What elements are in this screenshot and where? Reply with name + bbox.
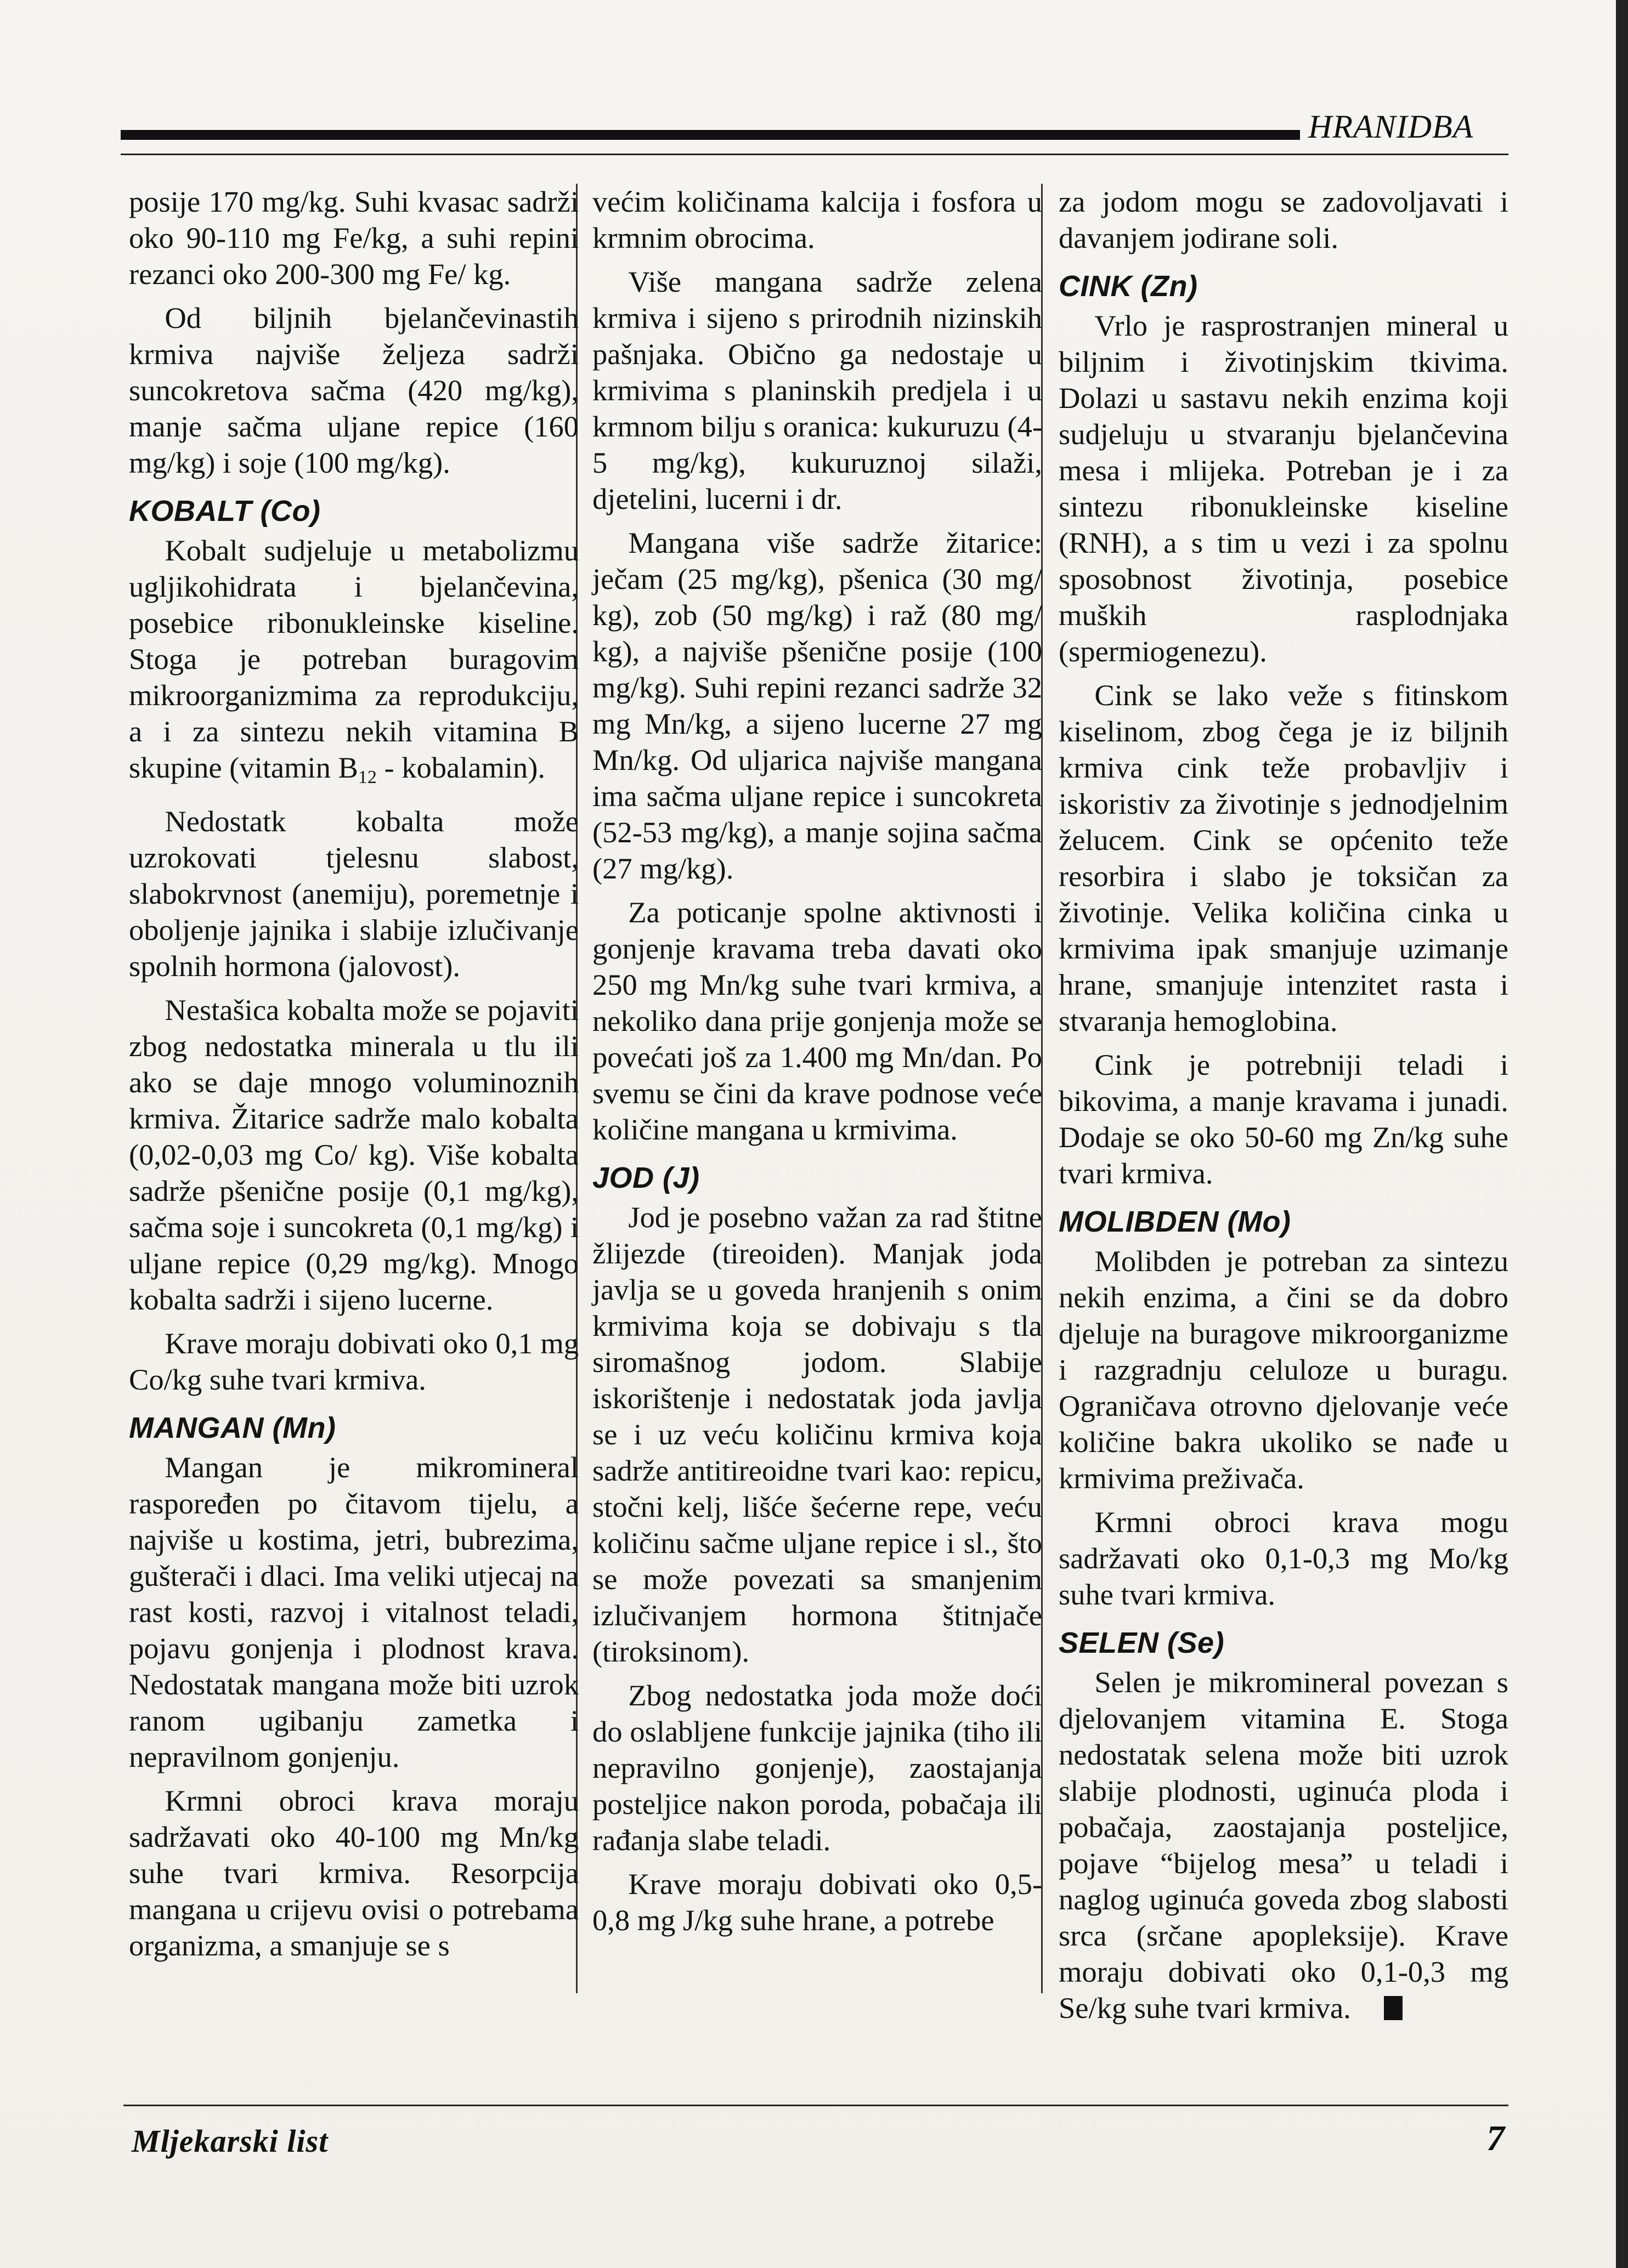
heading-selen: SELEN (Se)	[1059, 1626, 1225, 1659]
page-number: 7	[1486, 2118, 1505, 2158]
header-bar	[121, 130, 1300, 140]
paragraph: Više mangana sadrže zelena krmiva i sijeno s prirodnih nizinskih pašnjaka. Obično ga nedostaje u krmivima s planinskih predjela i u krmnom bilju s oranica: kukuruzu (4-5 mg/kg), kukuruznoj silaži, djetelini, lucerni i dr.	[592, 265, 1042, 515]
column-3	[1059, 184, 1508, 2034]
column-2	[592, 184, 1042, 1946]
paragraph: Zbog nedostatka joda može doći do oslabljene funkcije jajnika (tiho ili nepravilno gonjenje), zaostajanja posteljice nakon poroda, pobačaja ili rađanja slabe teladi.	[592, 1679, 1042, 1857]
paragraph: Mangana više sadrže žitarice: ječam (25 mg/kg), pšenica (30 mg/ kg), zob (50 mg/kg) i raž (80 mg/ kg), a najviše pšenične posije (100 mg/kg). Suhi repini rezanci sadrže 32 mg Mn/kg, a sijeno lucerne 27 mg Mn/kg. Od uljarica najviše mangana ima sačma uljane repice i suncokreta (52-53 mg/kg), a manje sojina sačma (27 mg/kg).	[592, 526, 1042, 885]
section-title: HRANIDBA	[1308, 109, 1474, 145]
paragraph: Za poticanje spolne aktivnosti i gonjenje kravama treba davati oko 250 mg Mn/kg suhe tvari krmiva, a nekoliko dana prije gonjenja može se povećati još za 1.400 mg Mn/dan. Po svemu se čini da krave podnose veće količine mangana u krmivima.	[592, 895, 1042, 1146]
paragraph: Jod je posebno važan za rad štitne žlijezde (tireoiden). Manjak joda javlja se u goveda hranjenih s onim krmivima koja se dobivaju s tla siromašnog jodom. Slabije iskorištenje i nedostatak joda javlja se i uz veću količinu krmiva koja sadrže antitireoidne tvari kao: repicu, stočni kelj, lišće šećerne repe, veću količinu sačme uljane repice i sl., što se može povezati sa smanjenim izlučivanjem hormona štitnjače (tiroksinom).	[592, 1200, 1042, 1668]
paragraph: Cink je potrebniji teladi i bikovima, a manje kravama i junadi. Dodaje se oko 50-60 mg Zn/kg suhe tvari krmiva.	[1059, 1048, 1508, 1190]
paragraph-text: - kobalamin).	[376, 751, 546, 784]
heading-molibden: MOLIBDEN (Mo)	[1059, 1205, 1291, 1238]
paragraph	[1059, 1664, 1508, 2026]
paragraph: za jodom mogu se zadovoljavati i davanjem jodirane soli.	[1059, 185, 1508, 254]
column-1	[129, 184, 579, 1971]
paragraph: Nedostatk kobalta može uzrokovati tjelesnu slabost, slabokrvnost (anemiju), poremetnje i oboljenje jajnika i slabije izlučivanje spolnih hormona (jalovost).	[129, 804, 579, 983]
paragraph: Krmni obroci krava mogu sadržavati oko 0,1-0,3 mg Mo/kg suhe tvari krmiva.	[1059, 1505, 1508, 1611]
scan-edge	[1616, 0, 1628, 2268]
paragraph: Krave moraju dobivati oko 0,5-0,8 mg J/kg suhe hrane, a potrebe	[592, 1867, 1042, 1937]
paragraph: Krave moraju dobivati oko 0,1 mg Co/kg suhe tvari krmiva.	[129, 1326, 579, 1396]
paragraph-text: Kobalt sudjeluje u metabolizmu ugljikohidrata i bjelančevina, posebice ribonukleinske kiseline. Stoga je potreban buragovim mikroorganizmima za reprodukciju, a i za sintezu nekih vitamina B skupine (vitamin B	[129, 534, 579, 784]
end-of-article-mark	[1384, 1996, 1403, 2020]
heading-kobalt: KOBALT (Co)	[129, 495, 321, 528]
paragraph	[129, 532, 579, 796]
publication-title: Mljekarski list	[132, 2123, 329, 2159]
heading-mangan: MANGAN (Mn)	[129, 1411, 336, 1444]
subscript: 12	[358, 767, 377, 787]
paragraph: Molibden je potreban za sintezu nekih enzima, a čini se da dobro djeluje na buragove mikroorganizme i razgradnju celuloze u buragu. Ograničava otrovno djelovanje veće količine bakra ukoliko se nađe u krmivima preživača.	[1059, 1244, 1508, 1495]
heading-cink: CINK (Zn)	[1059, 270, 1198, 303]
paragraph: Krmni obroci krava moraju sadržavati oko 40-100 mg Mn/kg suhe tvari krmiva. Resorpcija mangana u crijevu ovisi o potrebama organizma, a smanjuje se s	[129, 1784, 579, 1962]
paragraph: posije 170 mg/kg. Suhi kvasac sadrži oko 90-110 mg Fe/kg, a suhi repini rezanci oko 200-300 mg Fe/ kg.	[129, 185, 579, 291]
header-rule	[121, 154, 1508, 155]
paragraph: većim količinama kalcija i fosfora u krmnim obrocima.	[592, 185, 1042, 254]
paragraph: Mangan je mikromineral raspoređen po čitavom tijelu, a najviše u kostima, jetri, bubrezima, gušterači i dlaci. Ima veliki utjecaj na rast kosti, razvoj i vitalnost teladi, pojavu gonjenja i plodnost krava. Nedostatak mangana može biti uzrok ranom ugibanju zametka i nepravilnom gonjenju.	[129, 1450, 579, 1773]
paragraph: Nestašica kobalta može se pojaviti zbog nedostatka minerala u tlu ili ako se daje mnogo voluminoznih krmiva. Žitarice sadrže malo kobalta (0,02-0,03 mg Co/ kg). Više kobalta sadrže pšenične posije (0,1 mg/kg), sačma soje i suncokreta (0,1 mg/kg) i uljane repice (0,29 mg/kg). Mnogo kobalta sadrži i sijeno lucerne.	[129, 993, 579, 1316]
paragraph-text: Selen je mikromineral povezan s djelovanjem vitamina E. Stoga nedostatak selena može biti uzrok slabije plodnosti, uginuća ploda i pobačaja, zaostajanja posteljice, pojave “bijelog mesa” u teladi i naglog uginuća goveda zbog slabosti srca (srčane apopleksije). Krave moraju dobivati oko 0,1-0,3 mg Se/kg suhe tvari krmiva.	[1059, 1665, 1508, 2025]
paragraph: Od biljnih bjelančevinastih krmiva najviše željeza sadrži suncokretova sačma (420 mg/kg), manje sačma uljane repice (160 mg/kg) i soje (100 mg/kg).	[129, 301, 579, 479]
paragraph: Cink se lako veže s fitinskom kiselinom, zbog čega je iz biljnih krmiva cink teže probavljiv i iskoristiv za životinje s jednodjelnim želucem. Cink se općenito teže resorbira i slabo je toksičan za životinje. Velika količina cinka u krmivima ipak smanjuje uzimanje hrane, smanjuje intenzitet rasta i stvaranja hemoglobina.	[1059, 678, 1508, 1037]
heading-jod: JOD (J)	[592, 1161, 700, 1194]
footer-rule	[123, 2105, 1508, 2106]
paragraph: Vrlo je rasprostranjen mineral u biljnim i životinjskim tkivima. Dolazi u sastavu nekih enzima koji sudjeluju u stvaranju bjelančevina mesa i mlijeka. Potreban je i za sintezu ribonukleinske kiseline (RNH), a s tim u vezi i za spolnu sposobnost životinja, posebice muških rasplodnjaka (spermiogenezu).	[1059, 309, 1508, 668]
